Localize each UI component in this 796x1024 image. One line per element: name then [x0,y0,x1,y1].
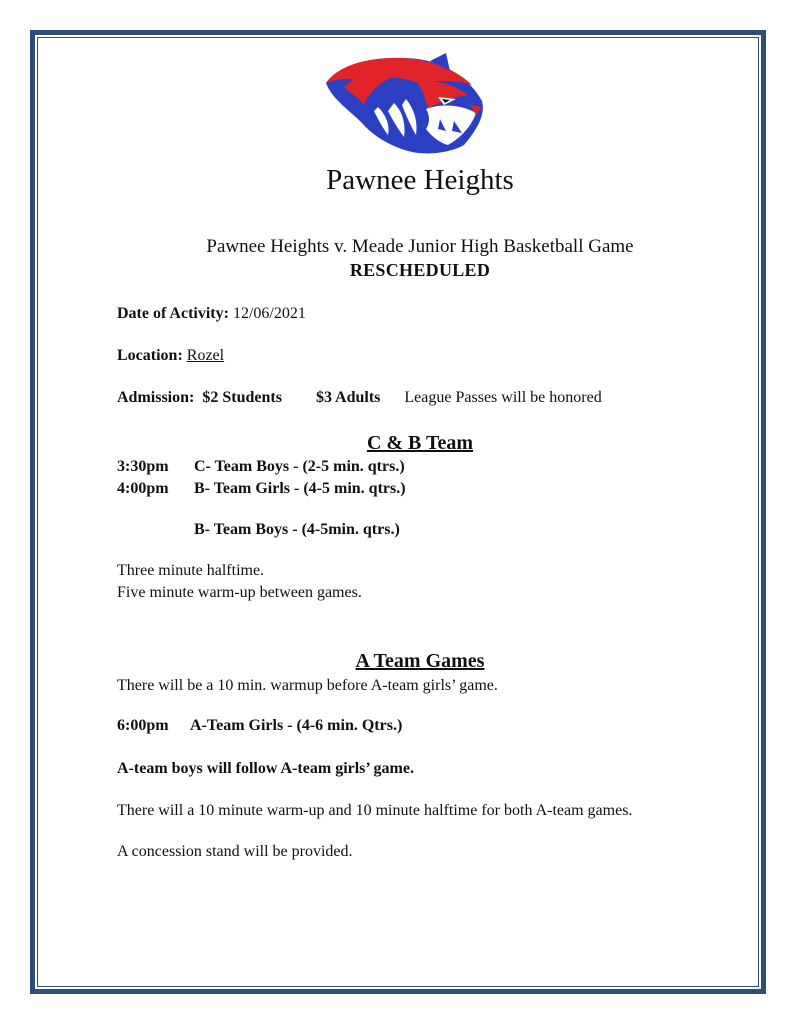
event-subtitle: Pawnee Heights v. Meade Junior High Basketball Game [206,236,634,257]
a-team-heading: A Team Games [355,650,485,672]
concession-note: A concession stand will be provided. [117,843,353,860]
date-label: Date of Activity: [117,305,229,322]
schedule-row [117,458,405,476]
game-time: 4:00pm [117,480,169,497]
halftime-note: Three minute halftime. [117,562,265,579]
boys-follow-note: A-team boys will follow A-team girls’ game. [117,760,414,777]
cb-team-heading: C & B Team [366,432,474,454]
a-team-warmup-note: There will a 10 minute warm-up and 10 minute halftime for both A-team games. [117,802,633,819]
schedule-row [117,480,406,498]
game-desc: A-Team Girls - (4-6 min. Qtrs.) [190,717,403,734]
game-desc: B- Team Boys - (4-5min. qtrs.) [194,521,400,538]
location-value: Rozel [186,347,225,364]
game-time: 6:00pm [117,717,169,734]
date-value: 12/06/2021 [232,305,306,322]
warmup-note: Five minute warm-up between games. [117,584,362,601]
game-time: 3:30pm [117,458,169,475]
page-title: Pawnee Heights [326,164,514,196]
admission-students: $2 Students [202,389,282,406]
date-line [117,305,306,323]
location-line [117,347,224,365]
a-team-intro: There will be a 10 min. warmup before A-team girls’ game. [117,677,498,694]
admission-adults: $3 Adults [315,389,381,406]
admission-label: Admission: [117,389,195,406]
admission-note: League Passes will be honored [404,389,602,406]
schedule-row [117,521,400,539]
admission-line [117,389,602,407]
panther-mascot-icon [322,53,486,157]
game-desc: B- Team Girls - (4-5 min. qtrs.) [194,480,406,497]
game-desc: C- Team Boys - (2-5 min. qtrs.) [194,458,405,475]
location-label: Location: [117,347,183,364]
schedule-row [117,717,402,735]
status-rescheduled: RESCHEDULED [349,260,491,280]
